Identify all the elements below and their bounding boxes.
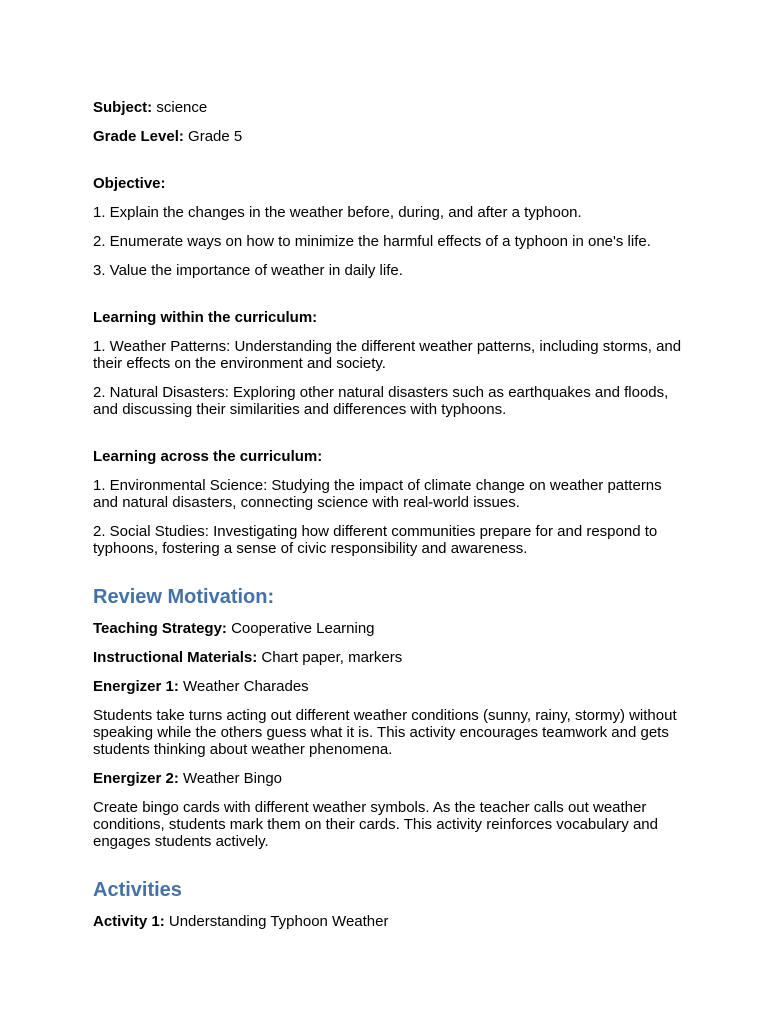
objective-heading: Objective:: [93, 175, 166, 192]
across-curriculum-heading: Learning across the curriculum:: [93, 448, 323, 465]
review-motivation-heading: Review Motivation:: [93, 586, 275, 608]
grade-level-label: Grade Level:: [93, 128, 184, 145]
subject-line: [93, 99, 683, 116]
across-curriculum-item: 1. Environmental Science: Studying the impact of climate change on weather patterns and natural disasters, connecting science with real-world issues.: [93, 477, 662, 511]
energizer-1-value: Weather Charades: [183, 678, 309, 695]
instructional-materials-line: [93, 649, 683, 666]
grade-level-value: Grade 5: [188, 128, 243, 145]
energizer-2-value: Weather Bingo: [183, 770, 282, 787]
teaching-strategy-line: [93, 620, 683, 637]
grade-level-line: [93, 128, 683, 145]
within-curriculum-item: 2. Natural Disasters: Exploring other natural disasters such as earthquakes and floods, and discussing their similarities and differences with typhoons.: [93, 384, 669, 418]
teaching-strategy-value: Cooperative Learning: [231, 620, 375, 637]
objective-item: 2. Enumerate ways on how to minimize the harmful effects of a typhoon in one's life.: [93, 233, 651, 250]
activity-1-label: Activity 1:: [93, 913, 165, 930]
objective-item: 3. Value the importance of weather in daily life.: [93, 262, 403, 279]
energizer-1-description: Students take turns acting out different weather conditions (sunny, rainy, stormy) without speaking while the others guess what it is. This activity encourages teamwork and gets students thinking about weather phenomena.: [93, 707, 677, 758]
subject-value: science: [156, 99, 208, 116]
activity-1-line: [93, 913, 683, 930]
objective-item: 1. Explain the changes in the weather before, during, and after a typhoon.: [93, 204, 582, 221]
energizer-1-line: [93, 678, 683, 695]
energizer-2-description: Create bingo cards with different weather symbols. As the teacher calls out weather conditions, students mark them on their cards. This activity reinforces vocabulary and engages students actively.: [93, 799, 658, 850]
across-curriculum-item: 2. Social Studies: Investigating how different communities prepare for and respond to typhoons, fostering a sense of civic responsibility and awareness.: [93, 523, 658, 557]
instructional-materials-label: Instructional Materials:: [93, 649, 258, 666]
activity-1-value: Understanding Typhoon Weather: [168, 913, 389, 930]
subject-label: Subject:: [93, 99, 153, 116]
document-page: [93, 99, 683, 930]
energizer-1-label: Energizer 1:: [93, 678, 179, 695]
teaching-strategy-label: Teaching Strategy:: [93, 620, 227, 637]
within-curriculum-heading: Learning within the curriculum:: [93, 309, 318, 326]
within-curriculum-item: 1. Weather Patterns: Understanding the different weather patterns, including storms, and their effects on the environment and society.: [93, 338, 682, 372]
energizer-2-label: Energizer 2:: [93, 770, 179, 787]
activities-heading: Activities: [93, 879, 182, 901]
instructional-materials-value: Chart paper, markers: [261, 649, 403, 666]
energizer-2-line: [93, 770, 683, 787]
